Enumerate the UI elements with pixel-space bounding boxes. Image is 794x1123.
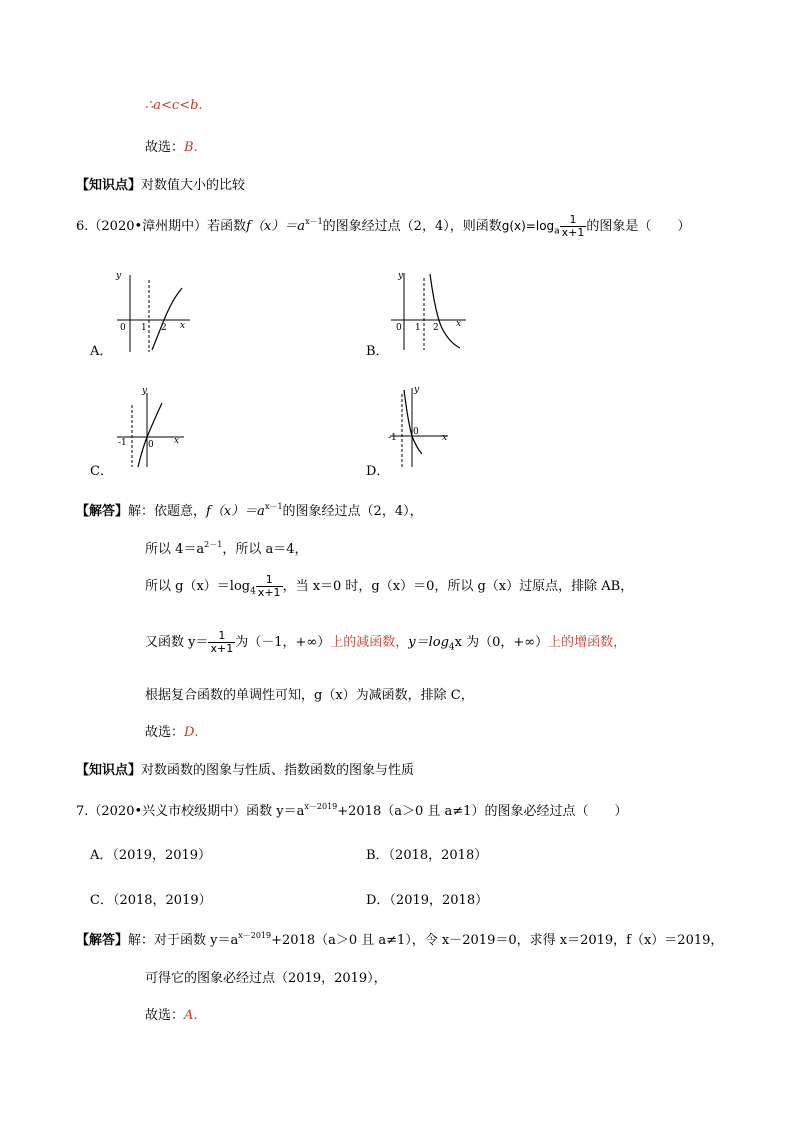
sol6-line1: 【解答】解：依题意，$f(x)=a^{x-1}$的图象经过点（2，4）， [76, 502, 423, 519]
option-a-label: A． [90, 344, 113, 359]
sol6-line4: 又函数 y＝ $\frac{1}{x+1}$ 为（－1，+∞）上的减函数，$y=\log_4x$ 为（0，+∞）上的增函数， [145, 629, 627, 655]
graph-a [112, 270, 197, 355]
graph-c-tick1: -1 [118, 438, 127, 448]
option-d-label: D． [366, 464, 390, 479]
sol7-line3: 故选：A. [145, 1008, 198, 1023]
graph-b-xlabel: x [456, 319, 462, 329]
graph-d-xlabel: x [442, 433, 448, 443]
graph-a-tick1: 1 [141, 323, 147, 333]
prev-answer: 故选：B. [145, 140, 198, 155]
knowledge-point-2: 【知识点】对数函数的图象与性质、指数函数的图象与性质 [76, 763, 415, 778]
option-b-label: B． [366, 344, 389, 359]
q6-fraction: $\frac{1}{x+1}$ [561, 213, 585, 239]
graph-c [112, 385, 192, 470]
sol7-line2: 可得它的图象必经过点（2019，2019）， [145, 971, 387, 986]
q7-option-d: D．（2019，2018） [366, 893, 489, 908]
question-7: 7.（2020•兴义市校级期中）函数 $y=a^{x-2019}+2018(a>0$ 且 a≠1）的图象必经过点（ ） [76, 802, 628, 819]
graph-b-origin: 0 [396, 323, 402, 333]
graph-c-ylabel: y [142, 386, 148, 396]
option-c-label: C． [90, 464, 113, 479]
graph-d [386, 382, 456, 472]
sol6-line5: 根据复合函数的单调性可知，g（x）为减函数，排除 C， [145, 688, 474, 703]
knowledge-point-1: 【知识点】对数值大小的比较 [76, 178, 246, 193]
graph-d-tick1: -1 [388, 433, 397, 443]
graph-b-tick1: 1 [415, 323, 421, 333]
sol6-line3: 所以 $g(x)=\log_4$ $\frac{1}{x+1}$ ，当 x＝0 时，g（x）＝0，所以 g（x）过原点，排除 AB， [145, 573, 634, 599]
sol6-line2: 所以 $4=a^{2-1}$，所以 a＝4， [145, 540, 308, 557]
q7-option-b: B．（2018，2018） [366, 848, 488, 863]
graph-a-origin: 0 [120, 323, 126, 333]
graph-b-ylabel: y [398, 271, 404, 281]
prev-conclusion: ∴a<c<b. [145, 98, 203, 113]
sol6-line6: 故选：D. [145, 725, 199, 740]
q7-option-a: A．（2019，2019） [90, 848, 212, 863]
question-6: 6.（2020•漳州期中）若函数$f(x)=a^{x-1}$的图象经过点（2，4），则函数$g(x)=\log_a$ $\frac{1}{x+1}$ 的图象是（ ） [76, 213, 691, 239]
graph-c-xlabel: x [174, 436, 180, 446]
graph-b [388, 268, 473, 353]
graph-a-tick2: 2 [161, 323, 167, 333]
q7-option-c: C．（2018，2019） [90, 893, 212, 908]
graph-b-tick2: 2 [433, 323, 439, 333]
sol7-line1: 【解答】解：对于函数 $y=a^{x-2019}+2018(a>0$ 且 a≠1），令 x－2019＝0，求得 x＝2019，f（x）＝2019， [76, 931, 724, 948]
graph-a-xlabel: x [180, 321, 186, 331]
graph-a-ylabel: y [116, 271, 122, 281]
graph-d-ylabel: y [414, 385, 420, 395]
graph-c-origin: 0 [148, 440, 154, 450]
graph-d-origin: 0 [413, 427, 419, 437]
